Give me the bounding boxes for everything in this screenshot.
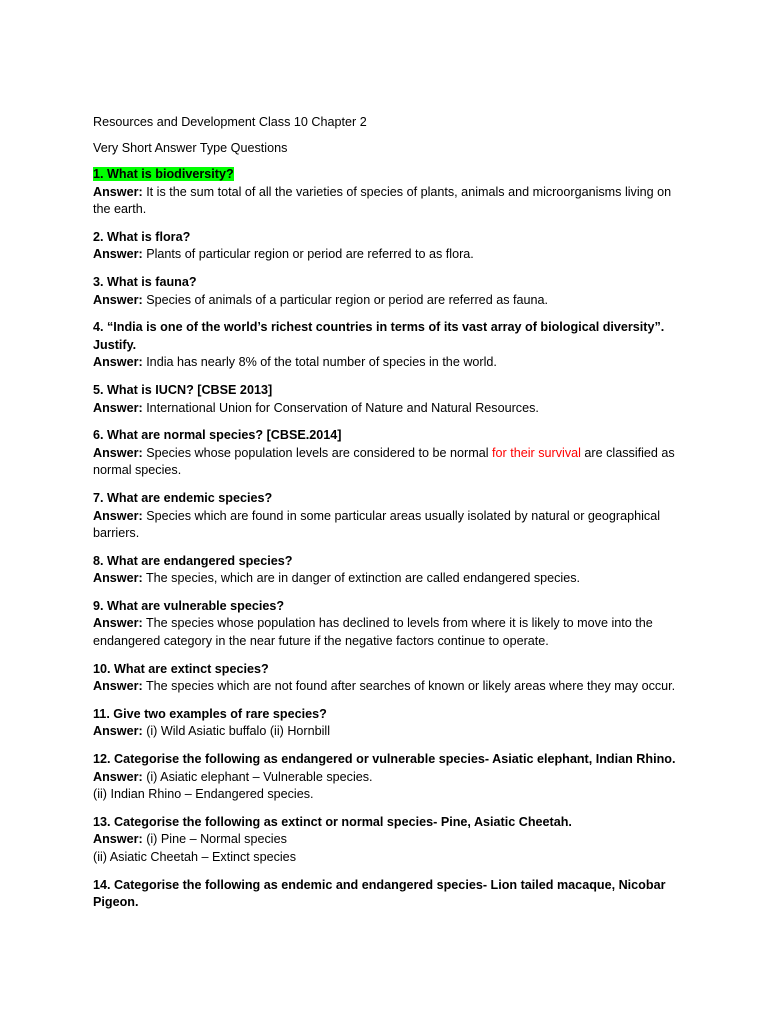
answer-label: Answer:	[93, 832, 143, 847]
question-9: 9. What are vulnerable species?	[93, 598, 285, 613]
question-2: 2. What is flora?	[93, 229, 191, 244]
answer-6-red-text: for their survival	[492, 445, 581, 460]
qa-item-11	[93, 706, 683, 741]
document-title: Resources and Development Class 10 Chapter 2	[93, 115, 367, 129]
answer-11	[93, 723, 683, 741]
question-1	[93, 166, 683, 184]
answer-10	[93, 678, 683, 696]
qa-item-6	[93, 427, 683, 480]
qa-item-8	[93, 553, 683, 588]
question-5: 5. What is IUCN? [CBSE 2013]	[93, 382, 273, 397]
qa-item-7	[93, 490, 683, 543]
answer-5	[93, 400, 683, 418]
answer-label: Answer:	[93, 184, 143, 199]
document-subtitle: Very Short Answer Type Questions	[93, 141, 288, 155]
answer-12-line-2: (ii) Indian Rhino – Endangered species.	[93, 787, 314, 802]
qa-item-13	[93, 814, 683, 867]
question-14: 14. Categorise the following as endemic and endangered species- Lion tailed macaque, Nicobar Pigeon.	[93, 877, 666, 910]
question-11: 11. Give two examples of rare species?	[93, 706, 327, 721]
question-8: 8. What are endangered species?	[93, 553, 293, 568]
question-7: 7. What are endemic species?	[93, 490, 273, 505]
qa-item-4	[93, 319, 683, 372]
answer-12-text: (i) Asiatic elephant – Vulnerable species.	[146, 769, 373, 784]
answer-label: Answer:	[93, 355, 143, 370]
answer-label: Answer:	[93, 724, 143, 739]
answer-6-text-start: Species whose population levels are considered to be normal	[146, 445, 489, 460]
answer-label: Answer:	[93, 571, 143, 586]
qa-item-3	[93, 274, 683, 309]
question-6: 6. What are normal species? [CBSE.2014]	[93, 428, 342, 443]
answer-11-text: (i) Wild Asiatic buffalo (ii) Hornbill	[146, 724, 331, 739]
qa-item-14	[93, 877, 683, 912]
answer-label: Answer:	[93, 400, 143, 415]
qa-item-9	[93, 598, 683, 651]
answer-7	[93, 508, 683, 543]
answer-6	[93, 445, 683, 480]
answer-13-line-2: (ii) Asiatic Cheetah – Extinct species	[93, 850, 296, 864]
question-13: 13. Categorise the following as extinct or normal species- Pine, Asiatic Cheetah.	[93, 814, 572, 829]
answer-7-text: Species which are found in some particular areas usually isolated by natural or geographical barriers.	[93, 508, 661, 541]
answer-label: Answer:	[93, 679, 143, 694]
answer-12	[93, 769, 683, 787]
answer-2-text: Plants of particular region or period are referred to as flora.	[146, 247, 474, 262]
answer-8	[93, 570, 683, 588]
question-10: 10. What are extinct species?	[93, 661, 269, 676]
answer-1-text: It is the sum total of all the varieties of species of plants, animals and microorganisms living on the earth.	[93, 184, 672, 217]
answer-3-text: Species of animals of a particular region or period are referred as fauna.	[146, 292, 549, 307]
qa-item-10	[93, 661, 683, 696]
answer-label: Answer:	[93, 445, 143, 460]
answer-label: Answer:	[93, 769, 143, 784]
answer-label: Answer:	[93, 508, 143, 523]
question-1-highlight: 1. What is biodiversity?	[93, 167, 234, 181]
qa-item-2	[93, 229, 683, 264]
answer-4-text: India has nearly 8% of the total number of species in the world.	[146, 355, 497, 370]
answer-3	[93, 292, 683, 310]
answer-9-text: The species whose population has declined to levels from where it is likely to move into the endangered category in the near future if the negative factors continue to operate.	[93, 616, 653, 649]
question-4: 4. “India is one of the world’s richest countries in terms of its vast array of biological diversity”. Justify.	[93, 320, 665, 352]
answer-6-text-end: are classified as normal species.	[93, 445, 675, 478]
answer-label: Answer:	[93, 616, 143, 631]
answer-13	[93, 831, 683, 849]
answer-5-text: International Union for Conservation of Nature and Natural Resources.	[146, 400, 539, 415]
answer-2	[93, 246, 683, 264]
document-content	[93, 114, 683, 922]
answer-label: Answer:	[93, 292, 143, 307]
answer-label: Answer:	[93, 247, 143, 262]
answer-9	[93, 615, 683, 650]
qa-item-5	[93, 382, 683, 417]
qa-item-12	[93, 751, 683, 804]
question-3: 3. What is fauna?	[93, 274, 197, 289]
answer-8-text: The species, which are in danger of extinction are called endangered species.	[145, 571, 581, 586]
answer-1	[93, 184, 683, 219]
answer-10-text: The species which are not found after searches of known or likely areas where they may occur.	[145, 679, 676, 694]
question-12: 12. Categorise the following as endangered or vulnerable species- Asiatic elephant, Indian Rhino.	[93, 752, 676, 767]
answer-13-text: (i) Pine – Normal species	[146, 832, 287, 847]
answer-4	[93, 354, 683, 372]
qa-item-1	[93, 166, 683, 219]
